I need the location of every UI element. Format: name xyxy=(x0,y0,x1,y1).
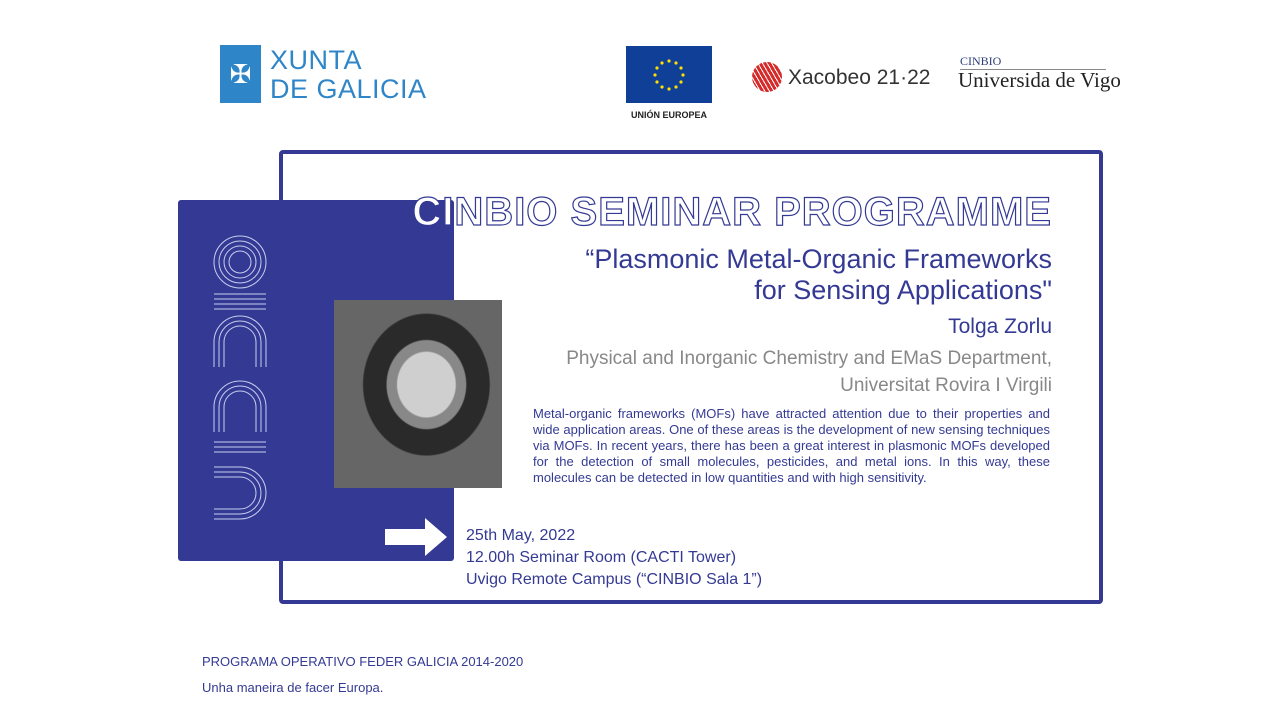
programme-title: CINBIO SEMINAR PROGRAMME xyxy=(412,190,1052,234)
xunta-shield-icon: ✠ xyxy=(220,45,261,103)
event-remote: Uvigo Remote Campus (“CINBIO Sala 1”) xyxy=(466,571,763,588)
uvigo-cinbio-label: CINBIO xyxy=(960,54,1002,68)
speaker-photo xyxy=(334,300,502,488)
abstract-text: Metal-organic frameworks (MOFs) have attracted attention due to their properties and wide application areas. One of these areas is the development of new sensing techniques via MOFs. In recent years, there has been a great interest in plasmonic MOFs developed for the detection of small molecules, pesticides, and metal ions. In this way, these molecules can be detected in low quantities and with high sensitivity. xyxy=(533,406,1050,485)
eu-label: UNIÓN EUROPEA xyxy=(630,110,707,120)
event-time-place: 12.00h Seminar Room (CACTI Tower) xyxy=(466,549,737,566)
event-date: 25th May, 2022 xyxy=(466,527,576,544)
affiliation-line: Universitat Rovira I Virgili xyxy=(840,375,1052,396)
arrow-right-icon xyxy=(385,518,447,561)
speaker-affiliation xyxy=(566,345,1052,399)
cinbio-vertical-logo xyxy=(208,232,272,532)
talk-title-line: “Plasmonic Metal-Organic Frameworks xyxy=(585,244,1052,274)
footer-programme: PROGRAMA OPERATIVO FEDER GALICIA 2014-2020 xyxy=(202,654,524,669)
affiliation-line: Physical and Inorganic Chemistry and EMaS Department, xyxy=(566,348,1052,369)
speaker-name: Tolga Zorlu xyxy=(948,315,1052,338)
uvigo-logo-text: Universida de Vigo xyxy=(958,68,1121,92)
xunta-logo-text: XUNTA DE GALICIA xyxy=(270,45,427,104)
xacobeo-shell-icon xyxy=(752,62,782,92)
talk-title-line: for Sensing Applications" xyxy=(754,275,1052,305)
xacobeo-logo-text: Xacobeo 21·22 xyxy=(788,66,931,89)
eu-flag-icon xyxy=(626,46,712,103)
footer-slogan: Unha maneira de facer Europa. xyxy=(202,680,384,695)
event-details xyxy=(466,525,762,591)
talk-title xyxy=(585,244,1052,306)
